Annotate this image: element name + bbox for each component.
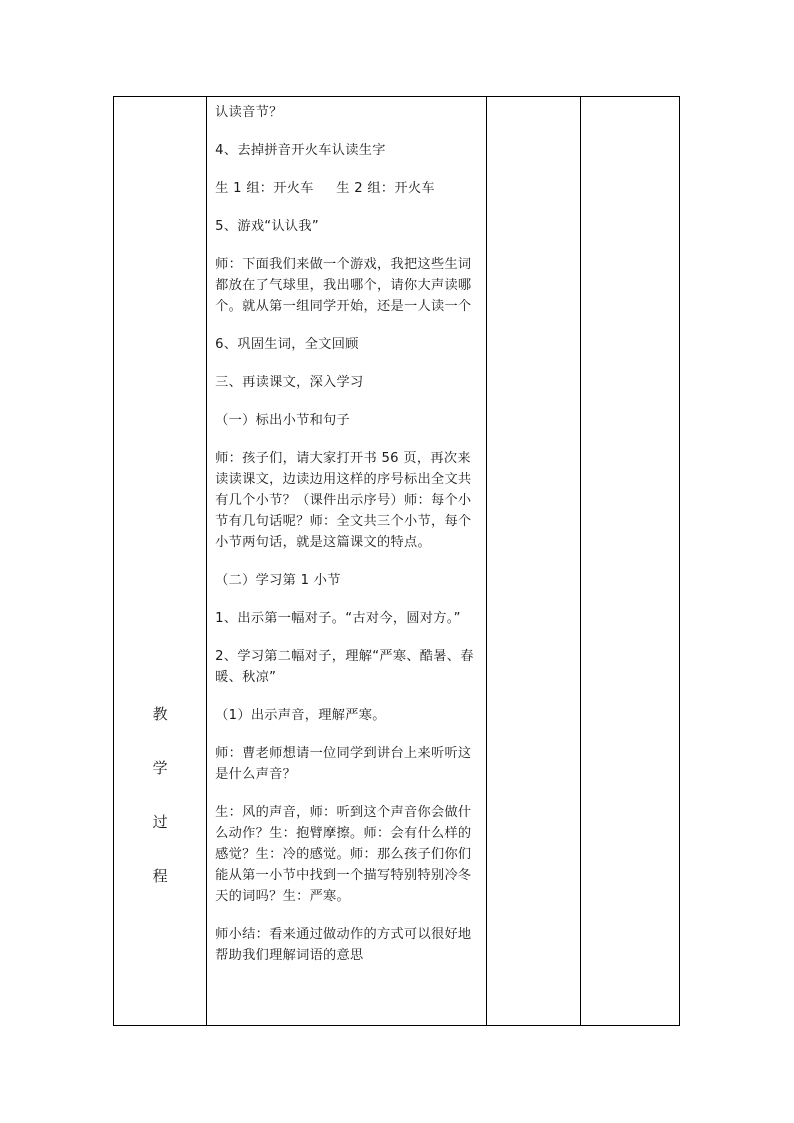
section-label-char: 过 [152, 813, 168, 831]
section-label [114, 705, 206, 921]
paragraph: 4、去掉拼音开火车认读生字 [215, 143, 386, 158]
paragraph: 生：风的声音，师：听到这个声音你会做什么动作？生：抱臂摩擦。师：会有什么样的感觉？生：冷的感觉。师：那么孩子们你们能从第一小节中找到一个描写特别特别冷冬天的词吗？生：严寒。 [215, 805, 472, 904]
paragraph: 师：曹老师想请一位同学到讲台上来听听这是什么声音？ [215, 746, 472, 782]
paragraph: （1）出示声音，理解严寒。 [215, 708, 386, 723]
paragraph: 2、学习第二幅对子，理解“严寒、酷暑、春暖、秋凉” [215, 649, 474, 685]
paragraph: 认读音节？ [215, 105, 283, 120]
teaching-process-content [207, 97, 486, 1026]
section-label-char: 教 [152, 705, 168, 723]
paragraph: （一）标出小节和句子 [215, 413, 351, 428]
section-label-char: 程 [152, 867, 168, 885]
lesson-plan-table [113, 96, 680, 1026]
paragraph: 三、再读课文，深入学习 [215, 375, 364, 390]
paragraph: （二）学习第 1 小节 [215, 573, 341, 588]
paragraph: 师：孩子们，请大家打开书 56 页，再次来读读课文，边读边用这样的序号标出全文共有几个小节？（课件出示序号）师：每个小节有几句话呢？师：全文共三个小节，每个小节两句话，就是这篇课文的特点。 [215, 451, 472, 550]
section-label-cell [114, 97, 207, 1026]
paragraph: 师：下面我们来做一个游戏，我把这些生词都放在了气球里，我出哪个，请你大声读哪个。就从第一组同学开始，还是一人读一个 [215, 257, 472, 314]
paragraph: 师小结：看来通过做动作的方式可以很好地帮助我们理解词语的意思 [215, 927, 472, 963]
paragraph: 6、巩固生词，全文回顾 [215, 337, 359, 352]
paragraph: 1、出示第一幅对子。“古对今，圆对方。” [215, 611, 461, 626]
table-row [114, 97, 680, 1026]
section-label-char: 学 [152, 759, 168, 777]
paragraph: 生 1 组：开火车 生 2 组：开火车 [215, 181, 435, 196]
empty-cell [580, 97, 679, 1026]
paragraph: 5、游戏“认认我” [215, 219, 320, 234]
empty-cell [486, 97, 580, 1026]
